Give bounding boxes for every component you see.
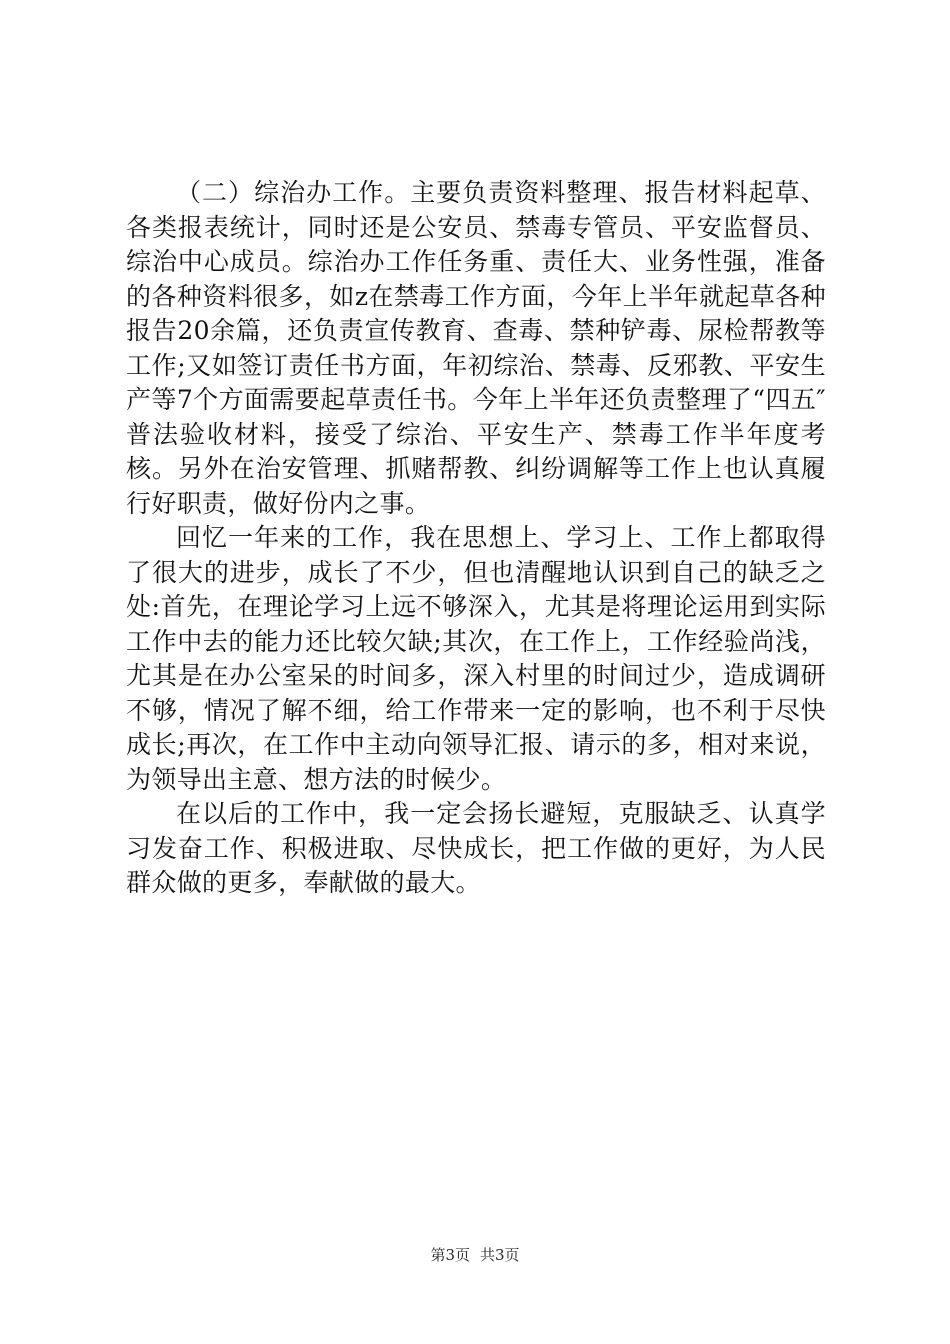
paragraph-zongzhiban-work: （二）综治办工作。主要负责资料整理、报告材料起草、各类报表统计，同时还是公安员、禁毒专管员、平安监督员、综治中心成员。综治办工作任务重、责任大、业务性强，准备的各种资料很多，如z在禁毒工作方面，今年上半年就起草各种报告20余篇，还负责宣传教育、查毒、禁种铲毒、尿检帮教等工作;又如签订责任书方面，年初综治、禁毒、反邪教、平安生产等7个方面需要起草责任书。今年上半年还负责整理了“四五″普法验收材料，接受了综治、平安生产、禁毒工作半年度考核。另外在治安管理、抓赌帮教、纠纷调解等工作上也认真履行好职责，做好份内之事。 [126,178,826,518]
document-body [126,176,826,901]
page-footer [0,1245,950,1265]
page-total: 共3页 [480,1246,520,1264]
paragraph-year-review: 回忆一年来的工作，我在思想上、学习上、工作上都取得了很大的进步，成长了不少，但也清醒地认识到自己的缺乏之处:首先，在理论学习上远不够深入，尤其是将理论运用到实际工作中去的能力还比较欠缺;其次，在工作上，工作经验尚浅，尤其是在办公室呆的时间多，深入村里的时间过少，造成调研不够，情况了解不细，给工作带来一定的影响，也不利于尽快成长;再次，在工作中主动向领导汇报、请示的多，相对来说，为领导出主意、想方法的时候少。 [126,523,826,794]
page-number: 第3页 [430,1246,470,1264]
paragraph-future-plans: 在以后的工作中，我一定会扬长避短，克服缺乏、认真学习发奋工作、积极进取、尽快成长，把工作做的更好，为人民群众做的更多，奉献做的最大。 [126,799,826,897]
